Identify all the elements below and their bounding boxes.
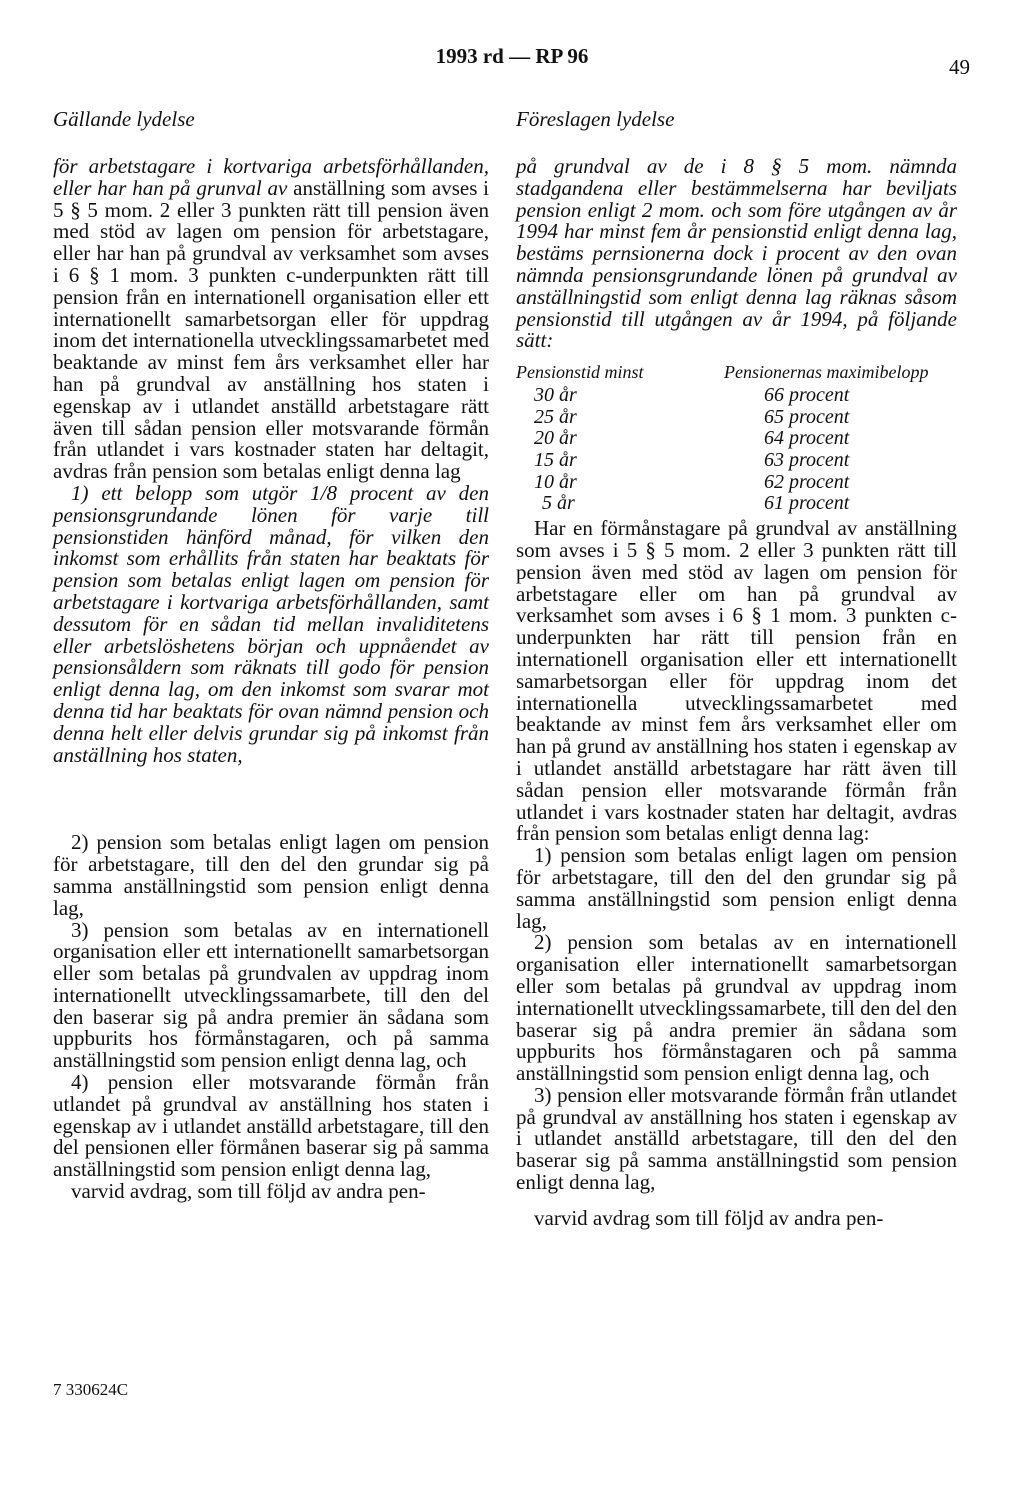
left-paragraph-2: 1) ett belopp som utgör 1/8 procent av den pensionsgrundande lönen för varje till pensionstiden hänförd månad, för vilken den inkomst som erhållits från staten har beaktats för pension som betalas enligt lagen om pension för arbetstagare i kortvariga arbetsförhållanden, samt dessutom för en sådan tid mellan invaliditetens eller arbetslöshetens början och uppnåendet av pensionsåldern som räknats till godo för pension enligt denna lag, om den inkomst som svarar mot denna tid har beaktats för ovan nämnd pension och denna helt eller delvis grundar sig på inkomst från anställning hos staten,	[53, 480, 489, 767]
table-cell-pct: 65 procent	[764, 405, 850, 428]
right-paragraph-3: 1) pension som betalas enligt lagen om pension för arbetstagare, till den del den grundar sig på samma anställningstid som pension enligt denna lag,	[516, 843, 957, 933]
table-years-column	[534, 385, 577, 515]
table-cell-years: 30 år	[534, 384, 577, 407]
table-cell-years: 15 år	[534, 448, 577, 471]
table-cell-pct: 63 procent	[764, 448, 850, 471]
table-cell-pct: 64 procent	[764, 427, 850, 450]
right-column-title: Föreslagen lydelse	[516, 107, 675, 131]
left-paragraph-6: varvid avdrag, som till följd av andra pen-	[71, 1179, 426, 1204]
proposed-wording-column	[516, 156, 957, 1230]
right-paragraph-5: 3) pension eller motsvarande förmån från utlandet på grundval av anställning hos staten i egenskap av i utlandet anställd arbetstagare, till den del den baserar sig på samma anställningstid som pension enligt denna lag,	[516, 1082, 957, 1195]
table-cell-years: 10 år	[534, 470, 577, 493]
left-paragraph-5: 4) pension eller motsvarande förmån från utlandet på grundval av anställning hos staten i egenskap av i utlandet anställd arbetstagare, till den del pensionen eller förmånen baserar sig på samma anställningstid som pension enligt denna lag,	[53, 1070, 489, 1182]
page-number: 49	[949, 55, 970, 79]
table-cell-years: 25 år	[534, 405, 577, 428]
pension-table	[516, 362, 957, 515]
page-header-title: 1993 rd — RP 96	[435, 44, 589, 68]
table-amount-column	[764, 385, 849, 515]
table-cell-pct: 62 procent	[764, 470, 850, 493]
left-column-title: Gällande lydelse	[53, 107, 195, 131]
table-header-years: Pensionstid minst	[516, 362, 644, 383]
right-paragraph-6: varvid avdrag som till följd av andra pen-	[534, 1205, 884, 1230]
left-paragraph-3: 2) pension som betalas enligt lagen om pension för arbetstagare, till den del den grundar sig på samma anställningstid som pension enligt denna lag,	[53, 830, 489, 920]
right-paragraph-4: 2) pension som betalas av en internationell organisation eller internationellt samarbetsorgan eller som betalas på grundval av uppdrag inom internationellt utvecklingssamarbete, till den del den baserar sig på andra premier än sådana som uppburits hos förmånstagaren och på samma anställningstid som pension enligt denna lag, och	[516, 930, 957, 1086]
spacer	[53, 766, 489, 832]
right-paragraph-1: på grundval av de i 8 § 5 mom. nämnda stadgandena eller bestämmelserna har beviljats pension enligt 2 mom. och som före utgången av år 1994 har minst fem år pensionstid enligt denna lag, bestäms pernsionerna dock i procent av den ovan nämnda pensionsgrundande lönen på grundval av anställningstid som enligt denna lag räknas såsom pensionstid till utgången av år 1994, på följande sätt:	[516, 154, 957, 353]
print-code: 7 330624C	[53, 1380, 129, 1399]
left-paragraph-1: för arbetstagare i kortvariga arbetsförhållanden, eller har han på grunval av anställning som avses i 5 § 5 mom. 2 eller 3 punkten rätt till pension även med stöd av lagen om pension för arbetstagare, eller har han på grundval av verksamhet som avses i 6 § 1 mom. 3 punkten c-underpunkten rätt till pension från en internationell organisation eller ett internationellt samarbetsorgan eller för uppdrag inom det internationella utvecklingssamarbetet med beaktande av minst fem års verksamhet eller har han på grundval av anställning hos staten i egenskap av i utlandet anställd arbetstagare rätt även till sådan pension eller motsvarande förmån från utlandet i vars kostnader staten har deltagit, avdras från pension som betalas enligt denna lag	[53, 154, 490, 484]
table-cell-pct: 66 procent	[764, 384, 850, 407]
current-wording-column	[53, 156, 489, 1203]
right-paragraph-2: Har en förmånstagare på grundval av anställning som avses i 5 § 5 mom. 2 eller 3 punkten rätt till pension även med stöd av lagen om pension för arbetstagare eller om han på grundval av verksamhet som avses i 6 § 1 mom. 3 punkten c-underpunkten har rätt till pension från en internationell organisation eller ett internationellt samarbetsorgan eller för uppdrag inom det internationella utvecklingssamarbetet med beaktande av minst fem års verksamhet eller om han på grund av anställning hos staten i egenskap av i utlandet anställd arbetstagare har rätt även till sådan pension eller motsvarande förmån från utlandet i vars kostnader staten har deltagit, avdras från pension som betalas enligt denna lag:	[516, 516, 957, 846]
table-cell-years: 5 år	[542, 492, 575, 515]
table-header-amount: Pensionernas maximibelopp	[724, 362, 929, 383]
table-cell-years: 20 år	[534, 427, 577, 450]
left-paragraph-4: 3) pension som betalas av en internationell organisation eller ett internationellt samarbetsorgan eller som betalas på grundvalen av uppdrag inom internationellt utvecklingssamarbete, till den del den baserar sig på andra premier än sådana som uppburits hos förmånstagaren, och på samma anställningstid som pension enligt denna lag, och	[53, 917, 489, 1073]
table-cell-pct: 61 procent	[764, 492, 850, 515]
